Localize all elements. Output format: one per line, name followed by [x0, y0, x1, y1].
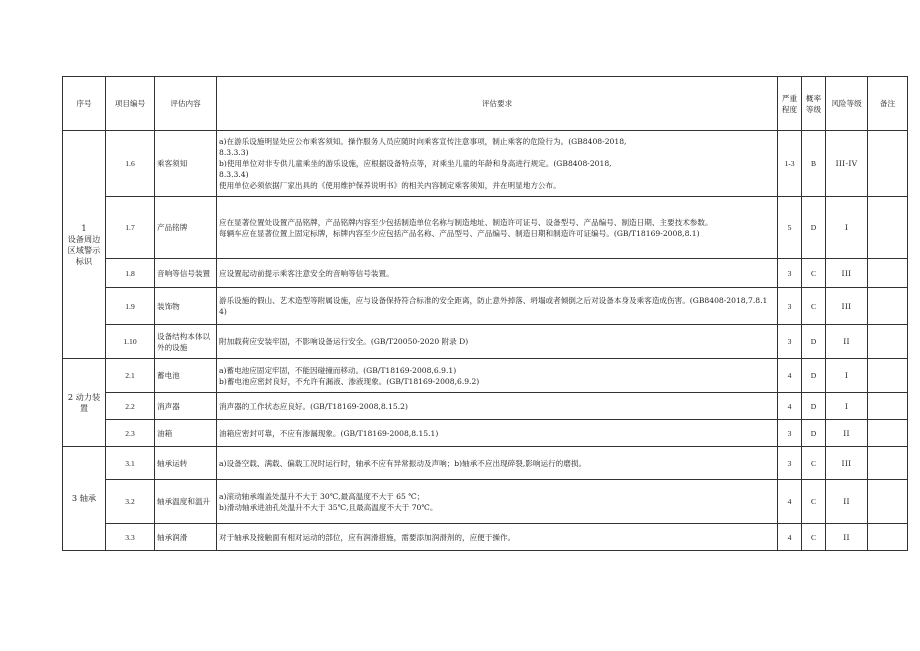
table-row — [63, 288, 908, 325]
table-row — [63, 325, 908, 359]
item-content: 装饰物 — [155, 288, 217, 325]
item-risk-level: II — [826, 524, 868, 551]
item-remark — [868, 197, 908, 259]
item-risk-level: III-IV — [826, 131, 868, 197]
item-probability: C — [802, 288, 826, 325]
item-content: 乘客须知 — [155, 131, 217, 197]
item-content: 设备结构本体以外的设施 — [155, 325, 217, 359]
header-item-no: 项目编号 — [106, 77, 155, 131]
item-requirement: 应设置起动前提示乘客注意安全的音响等信号装置。 — [217, 259, 778, 288]
item-risk-level: III — [826, 288, 868, 325]
table-row — [63, 359, 908, 393]
item-probability: C — [802, 480, 826, 524]
item-number: 1.8 — [106, 259, 155, 288]
item-risk-level: I — [826, 197, 868, 259]
item-probability: C — [802, 447, 826, 480]
group-label: 2 动力装置 — [63, 359, 106, 447]
item-severity: 3 — [778, 288, 802, 325]
item-requirement: 应在显著位置处设置产品铭牌，产品铭牌内容至少包括制造单位名称与制造地址、制造许可证号、设备型号、产品编号、制造日期、主要技术参数。 每辆车应在显著位置上固定标牌，标牌内容至少应包括产品名称、产品型号、产品编号、制造日期和制造许可证编号。(GB/T18169-2008,8.1) — [217, 197, 778, 259]
item-number: 1.9 — [106, 288, 155, 325]
header-severity: 严重程度 — [778, 77, 802, 131]
item-severity: 3 — [778, 420, 802, 447]
item-probability: C — [802, 259, 826, 288]
item-content: 轴承温度和温升 — [155, 480, 217, 524]
table-row — [63, 420, 908, 447]
item-requirement: a)在游乐设施明显处应公布乘客须知。操作服务人员应随时向乘客宣传注意事项，制止乘客的危险行为。(GB8408-2018, 8.3.3.3) b)使用单位对非专供儿童乘坐的游乐设施，应根据设备特点等，对乘坐儿童的年龄和身高进行规定。(GB8408-2018, 8.3.3.4) 使用单位必须依据厂家出具的《使用维护保养说明书》的相关内容制定乘客须知，并在明显地方公布。 — [217, 131, 778, 197]
item-severity: 4 — [778, 393, 802, 420]
item-probability: D — [802, 420, 826, 447]
item-requirement: a)设备空载、满载、偏载工况时运行时，轴承不应有异常振动及声响；b)轴承不应出现碎裂,影响运行的磨损。 — [217, 447, 778, 480]
item-probability: D — [802, 325, 826, 359]
item-number: 1.10 — [106, 325, 155, 359]
item-probability: B — [802, 131, 826, 197]
item-content: 消声器 — [155, 393, 217, 420]
item-content: 音响等信号装置 — [155, 259, 217, 288]
item-number: 2.3 — [106, 420, 155, 447]
item-risk-level: I — [826, 359, 868, 393]
item-requirement: 油箱应密封可靠，不应有渗漏现象。(GB/T18169-2008,8.15.1) — [217, 420, 778, 447]
item-remark — [868, 288, 908, 325]
table-row — [63, 131, 908, 197]
item-number: 3.2 — [106, 480, 155, 524]
item-requirement: 对于轴承及接触面有相对运动的部位，应有润滑措施，需要添加润滑剂的，应便于操作。 — [217, 524, 778, 551]
item-content: 蓄电池 — [155, 359, 217, 393]
item-number: 1.6 — [106, 131, 155, 197]
item-number: 1.7 — [106, 197, 155, 259]
item-severity: 3 — [778, 447, 802, 480]
item-risk-level: II — [826, 480, 868, 524]
item-requirement: a)滚动轴承端盖处温升不大于 30℃,最高温度不大于 65 ℃； b)滑动轴承进油孔处温升不大于 35℃,且最高温度不大于 70℃。 — [217, 480, 778, 524]
item-requirement: 消声器的工作状态应良好。(GB/T18169-2008,8.15.2) — [217, 393, 778, 420]
table-row — [63, 524, 908, 551]
item-number: 3.1 — [106, 447, 155, 480]
item-number: 2.1 — [106, 359, 155, 393]
item-severity: 4 — [778, 524, 802, 551]
item-requirement: 附加载荷应安装牢固，不影响设备运行安全。(GB/T20050-2020 附录 D) — [217, 325, 778, 359]
table-row — [63, 393, 908, 420]
item-remark — [868, 325, 908, 359]
item-content: 轴承运转 — [155, 447, 217, 480]
item-content: 产品铭牌 — [155, 197, 217, 259]
item-remark — [868, 131, 908, 197]
item-requirement: 游乐设施的假山、艺术造型等附属设施，应与设备保持符合标准的安全距离，防止意外掉落、坍塌或者倾倒之后对设备本身及乘客造成伤害。(GB8408-2018,7.8.14) — [217, 288, 778, 325]
item-severity: 1-3 — [778, 131, 802, 197]
item-probability: C — [802, 524, 826, 551]
item-risk-level: II — [826, 420, 868, 447]
item-content: 油箱 — [155, 420, 217, 447]
header-seq: 序号 — [63, 77, 106, 131]
header-row — [63, 77, 908, 131]
item-severity: 3 — [778, 325, 802, 359]
table-body — [63, 131, 908, 551]
group-label: 3 轴承 — [63, 447, 106, 551]
item-remark — [868, 480, 908, 524]
header-content: 评估内容 — [155, 77, 217, 131]
item-risk-level: III — [826, 447, 868, 480]
item-risk-level: III — [826, 259, 868, 288]
item-requirement: a)蓄电池应固定牢固，不能因碰撞而移动。(GB/T18169-2008,6.9.1) b)蓄电池应密封良好，不允许有漏液、渗液现象。(GB/T18169-2008,6.9.2) — [217, 359, 778, 393]
item-number: 3.3 — [106, 524, 155, 551]
item-severity: 3 — [778, 259, 802, 288]
item-risk-level: I — [826, 393, 868, 420]
item-remark — [868, 524, 908, 551]
item-remark — [868, 259, 908, 288]
item-remark — [868, 359, 908, 393]
header-probability: 概率等级 — [802, 77, 826, 131]
item-probability: D — [802, 197, 826, 259]
header-risk-level: 风险等级 — [826, 77, 868, 131]
header-remark: 备注 — [868, 77, 908, 131]
item-severity: 4 — [778, 480, 802, 524]
item-probability: D — [802, 393, 826, 420]
item-number: 2.2 — [106, 393, 155, 420]
table-row — [63, 480, 908, 524]
table-row — [63, 447, 908, 480]
item-severity: 4 — [778, 359, 802, 393]
item-remark — [868, 420, 908, 447]
risk-assessment-table — [62, 76, 908, 551]
item-severity: 5 — [778, 197, 802, 259]
item-remark — [868, 447, 908, 480]
item-content: 轴承润滑 — [155, 524, 217, 551]
item-probability: D — [802, 359, 826, 393]
item-risk-level: II — [826, 325, 868, 359]
table-row — [63, 197, 908, 259]
table-row — [63, 259, 908, 288]
header-requirement: 评估要求 — [217, 77, 778, 131]
item-remark — [868, 393, 908, 420]
group-label: 1 设备周边区域警示标识 — [63, 131, 106, 359]
